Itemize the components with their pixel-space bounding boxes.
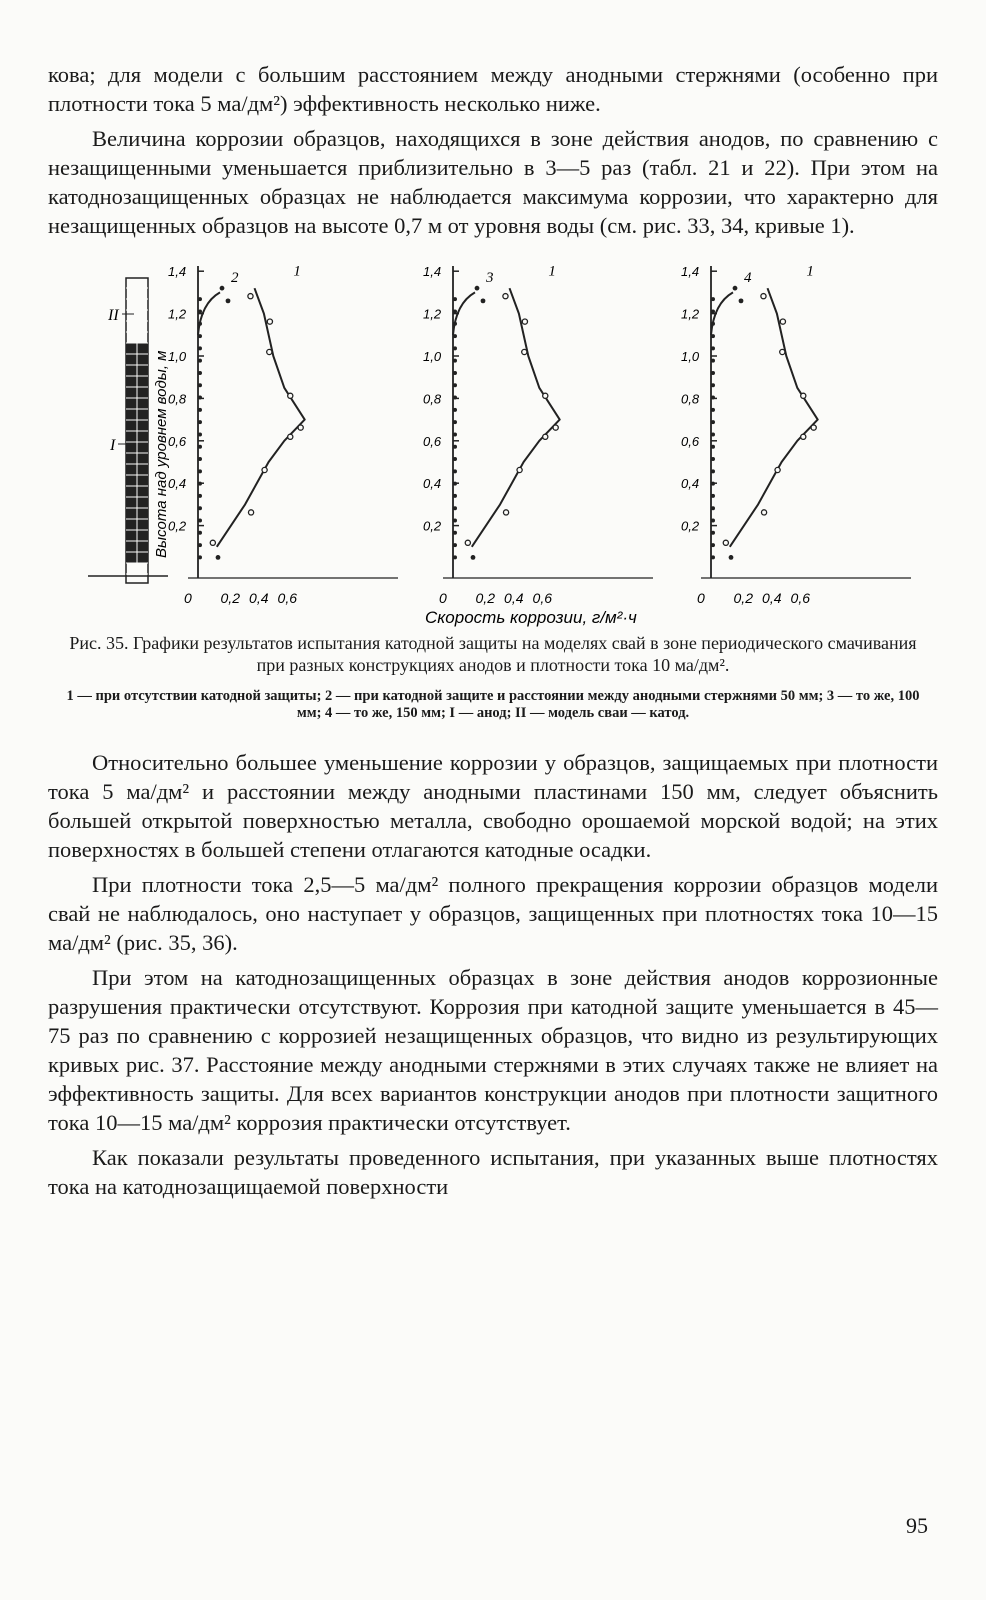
point-unprotected bbox=[298, 425, 303, 430]
point-unprotected bbox=[465, 540, 470, 545]
x-tick-label: 0,6 bbox=[277, 590, 298, 606]
point-protected bbox=[198, 531, 202, 535]
point-protected bbox=[453, 469, 457, 473]
point-protected bbox=[711, 408, 715, 412]
label-anode: I bbox=[110, 437, 116, 454]
page-body bbox=[48, 60, 938, 1207]
panel-1 bbox=[168, 263, 398, 606]
y-tick-label: 1,2 bbox=[681, 306, 700, 322]
paragraph-3: Относительно большее уменьшение коррозии у образцов, защищаемых при плотности тока 5 ма/дм² и расстоянии между анодными пластинами 150 мм, следует объяснить большей открытой поверхностью металла, свободно орошаемой морской водой; на этих поверхностях в большей степени отлагаются катодные осадки. bbox=[48, 750, 938, 862]
y-tick-label: 1,0 bbox=[168, 349, 187, 364]
point-protected bbox=[711, 482, 715, 486]
point-protected bbox=[220, 286, 225, 291]
point-protected bbox=[453, 371, 457, 375]
paragraph-2: Величина коррозии образцов, находящихся в зоне действия анодов, по сравнению с незащищенными уменьшается приблизительно в 3—5 раз (табл. 21 и 22). При этом на катоднозащищенных образцах не наблюдается максимума коррозии, что характерно для незащищенных образцов на высоте 0,7 м от уровня воды (см. рис. 33, 34, кривые 1). bbox=[48, 126, 938, 238]
point-unprotected bbox=[267, 319, 272, 324]
y-axis-label: Высота над уровнем воды, м bbox=[153, 350, 170, 558]
y-tick-label: 0,8 bbox=[423, 391, 442, 407]
point-protected bbox=[711, 334, 715, 338]
x-tick-label: 0,6 bbox=[790, 590, 811, 606]
y-tick-label: 0,6 bbox=[168, 433, 187, 449]
point-protected bbox=[711, 396, 715, 400]
paragraph-5: При этом на катоднозащищенных образцах в зоне действия анодов коррозионные разрушения практически отсутствуют. Коррозия при катодной защите уменьшается в 45—75 раз по сравнению с коррозией незащищенных образцов, что видно из результирующих кривых рис. 37. Расстояние между анодными стержнями в этих случаях также не влияет на эффективность защиты. Для всех вариантов конструкции анодов при плотности защитного тока 10—15 ма/дм² коррозия практически отсутствует. bbox=[48, 965, 938, 1135]
point-unprotected bbox=[780, 349, 785, 354]
y-tick-label: 0,8 bbox=[168, 391, 187, 407]
y-tick-label: 0,8 bbox=[681, 391, 700, 407]
point-protected bbox=[198, 482, 202, 486]
figure-35 bbox=[48, 258, 938, 628]
point-unprotected bbox=[553, 425, 558, 430]
y-tick-label: 0,4 bbox=[423, 476, 442, 492]
point-unprotected bbox=[262, 467, 267, 472]
point-unprotected bbox=[543, 434, 548, 439]
point-protected bbox=[198, 309, 202, 313]
panel-3 bbox=[681, 263, 911, 606]
point-protected bbox=[198, 494, 202, 498]
point-protected bbox=[711, 322, 715, 326]
y-tick-label: 0,6 bbox=[681, 433, 700, 449]
point-protected bbox=[198, 322, 202, 326]
y-tick-label: 0,2 bbox=[423, 518, 442, 534]
point-protected bbox=[198, 383, 202, 387]
x-tick-label: 0 bbox=[697, 590, 705, 606]
point-unprotected bbox=[543, 393, 548, 398]
point-unprotected bbox=[517, 467, 522, 472]
point-protected bbox=[198, 359, 202, 363]
x-tick-label: 0 bbox=[184, 590, 192, 606]
point-protected bbox=[198, 334, 202, 338]
point-protected bbox=[453, 457, 457, 461]
point-unprotected bbox=[522, 319, 527, 324]
curve-unprotected bbox=[472, 288, 560, 547]
x-axis-label: Скорость коррозии, г/м²·ч bbox=[425, 608, 637, 627]
point-protected bbox=[198, 346, 202, 350]
y-tick-label: 1,0 bbox=[681, 349, 700, 364]
point-unprotected bbox=[761, 294, 766, 299]
point-protected bbox=[453, 482, 457, 486]
point-protected bbox=[733, 286, 738, 291]
point-protected bbox=[453, 346, 457, 350]
curve-label-unprotected: 1 bbox=[806, 263, 814, 280]
point-unprotected bbox=[288, 393, 293, 398]
point-unprotected bbox=[811, 425, 816, 430]
point-protected bbox=[198, 519, 202, 523]
point-protected bbox=[453, 432, 457, 436]
point-protected bbox=[471, 555, 476, 560]
figure-graphs bbox=[48, 258, 938, 628]
point-protected bbox=[711, 383, 715, 387]
point-protected bbox=[453, 494, 457, 498]
x-tick-label: 0,2 bbox=[733, 590, 753, 606]
point-protected bbox=[198, 457, 202, 461]
point-protected bbox=[711, 445, 715, 449]
point-protected bbox=[711, 555, 715, 559]
paragraph-4: При плотности тока 2,5—5 ма/дм² полного прекращения коррозии образцов модели свай не наблюдалось, оно наступает у образцов, защищенных при плотностях тока 10—15 ма/дм² (рис. 35, 36). bbox=[48, 872, 938, 955]
point-protected bbox=[453, 359, 457, 363]
point-protected bbox=[198, 297, 202, 301]
point-protected bbox=[198, 432, 202, 436]
point-protected bbox=[711, 432, 715, 436]
y-tick-label: 0,4 bbox=[168, 476, 187, 492]
point-protected bbox=[453, 334, 457, 338]
point-protected bbox=[198, 543, 202, 547]
curve-unprotected bbox=[217, 288, 305, 547]
point-protected bbox=[216, 555, 221, 560]
point-protected bbox=[198, 396, 202, 400]
point-protected bbox=[711, 457, 715, 461]
point-protected bbox=[739, 298, 744, 303]
point-protected bbox=[453, 408, 457, 412]
point-protected bbox=[198, 408, 202, 412]
figure-caption: Рис. 35. Графики результатов испытания катодной защиты на моделях свай в зоне периодического смачивания при разных конструкциях анодов и плотности тока 10 ма/дм². bbox=[69, 633, 917, 675]
x-tick-label: 0,4 bbox=[504, 590, 524, 606]
point-protected bbox=[711, 506, 715, 510]
point-protected bbox=[729, 555, 734, 560]
point-protected bbox=[453, 543, 457, 547]
point-unprotected bbox=[248, 510, 253, 515]
label-model: II bbox=[108, 307, 119, 324]
point-protected bbox=[711, 531, 715, 535]
point-unprotected bbox=[503, 294, 508, 299]
curve-unprotected bbox=[730, 288, 818, 547]
y-tick-label: 0,2 bbox=[681, 518, 700, 534]
point-protected bbox=[481, 298, 486, 303]
x-tick-label: 0,6 bbox=[532, 590, 553, 606]
y-tick-label: 0,4 bbox=[681, 476, 700, 492]
x-tick-label: 0,4 bbox=[762, 590, 782, 606]
point-unprotected bbox=[723, 540, 728, 545]
point-unprotected bbox=[522, 349, 527, 354]
point-protected bbox=[453, 555, 457, 559]
x-tick-label: 0,2 bbox=[475, 590, 495, 606]
paragraph-6: Как показали результаты проведенного испытания, при указанных выше плотностях тока на катоднозащищаемой поверхности bbox=[48, 1145, 938, 1199]
curve-label-unprotected: 1 bbox=[293, 263, 301, 280]
point-unprotected bbox=[801, 434, 806, 439]
x-tick-label: 0 bbox=[439, 590, 447, 606]
page-number: 95 bbox=[906, 1513, 928, 1538]
point-protected bbox=[711, 543, 715, 547]
point-protected bbox=[198, 469, 202, 473]
point-protected bbox=[198, 420, 202, 424]
point-protected bbox=[198, 506, 202, 510]
curve-label-unprotected: 1 bbox=[548, 263, 556, 280]
point-protected bbox=[711, 519, 715, 523]
point-protected bbox=[711, 309, 715, 313]
y-tick-label: 1,4 bbox=[681, 264, 700, 280]
y-tick-label: 0,2 bbox=[168, 518, 187, 534]
point-protected bbox=[711, 346, 715, 350]
point-unprotected bbox=[761, 510, 766, 515]
panel-2 bbox=[423, 263, 653, 606]
curve-label-protected: 4 bbox=[744, 269, 752, 286]
point-unprotected bbox=[267, 349, 272, 354]
point-protected bbox=[453, 297, 457, 301]
curve-label-protected: 2 bbox=[231, 269, 239, 286]
point-protected bbox=[453, 519, 457, 523]
point-protected bbox=[711, 494, 715, 498]
point-protected bbox=[711, 359, 715, 363]
y-tick-label: 0,6 bbox=[423, 433, 442, 449]
point-protected bbox=[453, 445, 457, 449]
point-protected bbox=[711, 371, 715, 375]
point-unprotected bbox=[248, 294, 253, 299]
y-tick-label: 1,2 bbox=[423, 306, 442, 322]
point-protected bbox=[226, 298, 231, 303]
point-protected bbox=[198, 445, 202, 449]
point-unprotected bbox=[503, 510, 508, 515]
curve-label-protected: 3 bbox=[486, 269, 494, 286]
point-protected bbox=[453, 309, 457, 313]
point-protected bbox=[453, 322, 457, 326]
y-tick-label: 1,2 bbox=[168, 306, 187, 322]
point-unprotected bbox=[775, 467, 780, 472]
point-protected bbox=[198, 371, 202, 375]
point-unprotected bbox=[210, 540, 215, 545]
point-unprotected bbox=[780, 319, 785, 324]
point-protected bbox=[453, 531, 457, 535]
y-tick-label: 1,4 bbox=[168, 264, 187, 280]
point-protected bbox=[198, 555, 202, 559]
point-protected bbox=[711, 297, 715, 301]
point-protected bbox=[475, 286, 480, 291]
paragraph-1: кова; для модели с большим расстоянием между анодными стержнями (особенно при плотности тока 5 ма/дм²) эффективность несколько ниже. bbox=[48, 62, 938, 116]
point-protected bbox=[711, 420, 715, 424]
point-unprotected bbox=[801, 393, 806, 398]
point-protected bbox=[453, 383, 457, 387]
point-unprotected bbox=[288, 434, 293, 439]
point-protected bbox=[453, 506, 457, 510]
point-protected bbox=[453, 420, 457, 424]
x-tick-label: 0,4 bbox=[249, 590, 269, 606]
y-tick-label: 1,0 bbox=[423, 349, 442, 364]
point-protected bbox=[453, 396, 457, 400]
x-tick-label: 0,2 bbox=[220, 590, 240, 606]
y-tick-label: 1,4 bbox=[423, 264, 442, 280]
figure-legend: 1 — при отсутствии катодной защиты; 2 — при катодной защите и расстоянии между анодными стержнями 50 мм; 3 — то же, 100 мм; 4 — то же, 150 мм; I — анод; II — модель сваи — катод. bbox=[66, 688, 920, 721]
point-protected bbox=[711, 469, 715, 473]
